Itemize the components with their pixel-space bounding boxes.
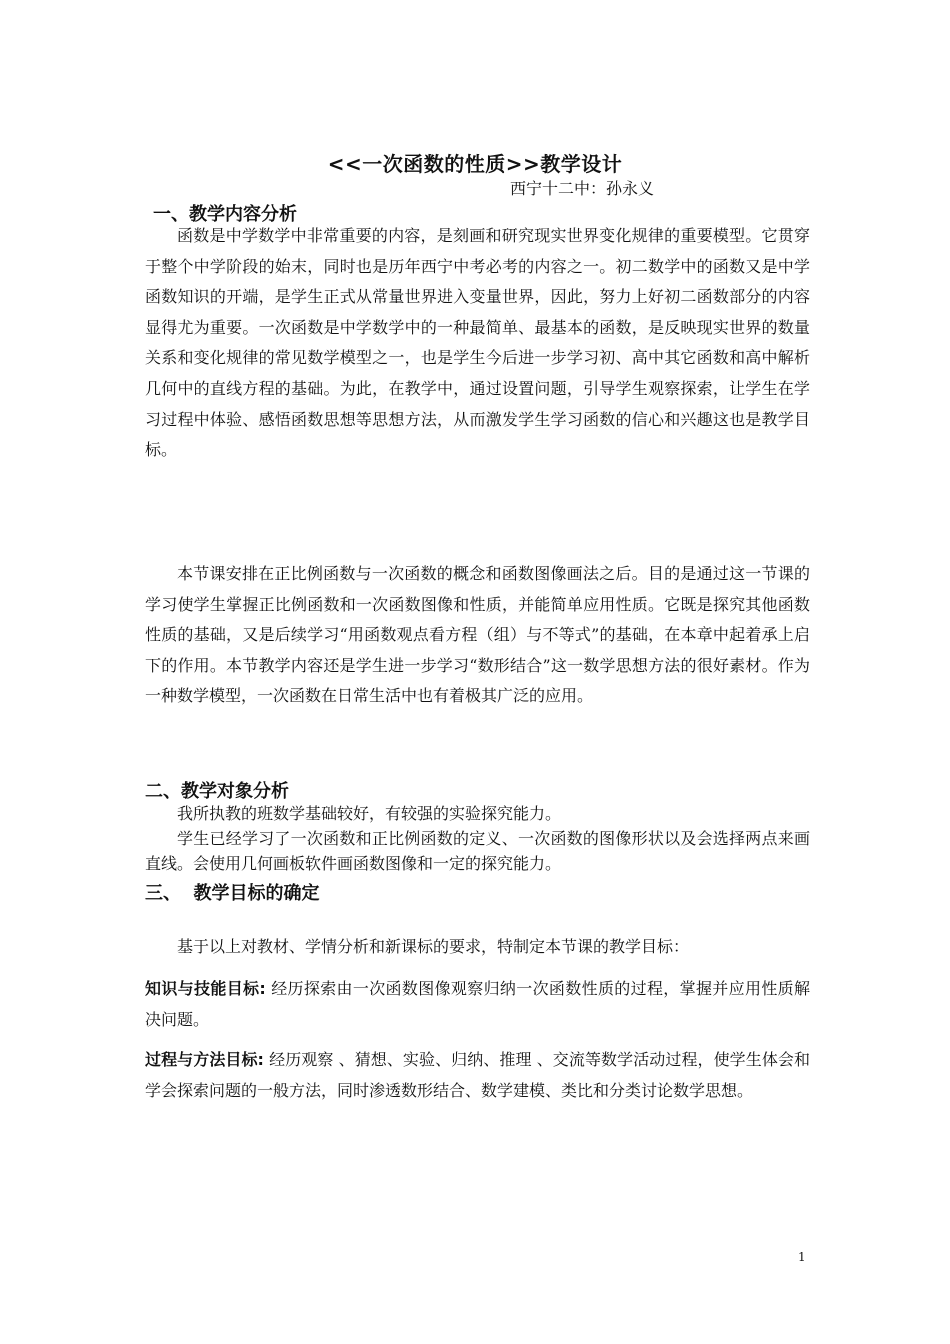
document-title: <<一次函数的性质>>教学设计	[327, 152, 623, 176]
paragraph-student-analysis-1: 我所执教的班数学基础较好，有较强的实验探究能力。	[177, 804, 562, 823]
section-heading-student-analysis: 二、教学对象分析	[145, 781, 289, 802]
goal-label: 过程与方法目标:	[145, 1050, 264, 1069]
paragraph-student-analysis-2: 学生已经学习了一次函数和正比例函数的定义、一次函数的图像形状以及会选择两点来画直线。会使用几何画板软件画函数图像和一定的探究能力。	[145, 829, 810, 873]
goal-knowledge-skills	[145, 974, 810, 1035]
paragraph-goals-intro: 基于以上对教材、学情分析和新课标的要求，特制定本节课的教学目标：	[177, 937, 690, 956]
section-heading-teaching-goals: 三、 教学目标的确定	[145, 883, 320, 904]
goal-label: 知识与技能目标:	[145, 979, 266, 998]
goal-process-methods	[145, 1045, 810, 1106]
goal-text: 经历探索由一次函数图像观察归纳一次函数性质的过程，掌握并应用性质解决问题。	[145, 979, 810, 1029]
goal-text: 经历观察 、猜想、实验、归纳、推理 、交流等数学活动过程，使学生体会和学会探索问题的一般方法，同时渗透数形结合、数学建模、类比和分类讨论数学思想。	[145, 1050, 811, 1100]
paragraph-content-analysis-1: 函数是中学数学中非常重要的内容，是刻画和研究现实世界变化规律的重要模型。它贯穿于整个中学阶段的始末，同时也是历年西宁中考必考的内容之一。初二数学中的函数又是中学函数知识的开端，是学生正式从常量世界进入变量世界，因此，努力上好初二函数部分的内容显得尤为重要。一次函数是中学数学中的一种最简单、最基本的函数，是反映现实世界的数量关系和变化规律的常见数学模型之一，也是学生今后进一步学习初、高中其它函数和高中解析几何中的直线方程的基础。为此，在教学中，通过设置问题，引导学生观察探索，让学生在学习过程中体验、感悟函数思想等思想方法，从而激发学生学习函数的信心和兴趣这也是教学目标。	[145, 226, 810, 460]
document-author: 西宁十二中：孙永义	[510, 179, 655, 198]
page-number: 1	[798, 1250, 806, 1264]
section-heading-content-analysis: 一、教学内容分析	[153, 204, 297, 225]
paragraph-content-analysis-2: 本节课安排在正比例函数与一次函数的概念和函数图像画法之后。目的是通过这一节课的学习使学生掌握正比例函数和一次函数图像和性质，并能简单应用性质。它既是探究其他函数性质的基础，又是后续学习“用函数观点看方程（组）与不等式”的基础，在本章中起着承上启下的作用。本节教学内容还是学生进一步学习“数形结合”这一数学思想方法的很好素材。作为一种数学模型，一次函数在日常生活中也有着极其广泛的应用。	[145, 564, 810, 706]
